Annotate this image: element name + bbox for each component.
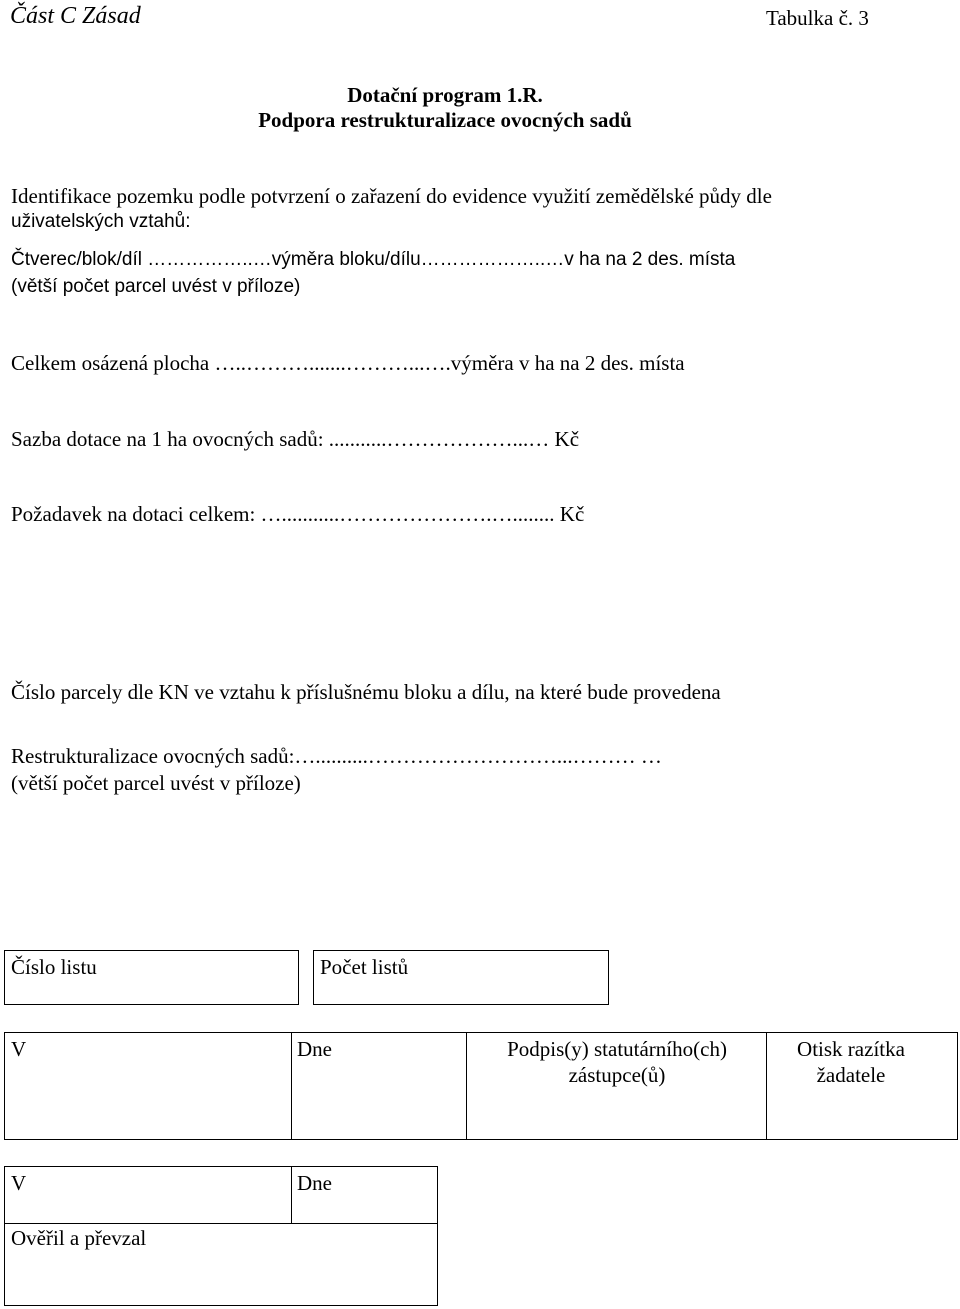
program-subtitle: Podpora restrukturalizace ovocných sadů <box>258 108 632 132</box>
program-title: Dotační program 1.R. <box>347 83 543 107</box>
subsidy-request-field: Požadavek na dotaci celkem: …...........………………….…........ Kč <box>11 502 585 526</box>
sheet-number-box <box>4 950 299 1005</box>
signature-table <box>4 1032 958 1140</box>
planted-area-field: Celkem osázená plocha …..……….......………...….výměra v ha na 2 des. místa <box>11 351 685 375</box>
signature-table-divider <box>291 1033 292 1139</box>
verification-date-label: Dne <box>297 1171 332 1195</box>
identification-intro-line2: uživatelských vztahů: <box>11 211 191 232</box>
verification-table-divider <box>291 1167 292 1223</box>
signature-label: Podpis(y) statutárního(ch) zástupce(ů) <box>507 1037 727 1088</box>
verification-table-divider <box>5 1223 437 1224</box>
stamp-label: Otisk razítka žadatele <box>797 1037 905 1088</box>
date-label: Dne <box>297 1037 332 1061</box>
parcel-number-line1: Číslo parcely dle KN ve vztahu k příslušnému bloku a dílu, na které bude provedena <box>11 680 721 704</box>
sheet-count-label: Počet listů <box>320 955 409 979</box>
sheet-number-label: Číslo listu <box>11 955 97 979</box>
signature-table-divider <box>766 1033 767 1139</box>
signature-table-divider <box>466 1033 467 1139</box>
verification-place-label: V <box>11 1171 27 1195</box>
attachment-note: (větší počet parcel uvést v příloze) <box>11 276 301 297</box>
place-label: V <box>11 1037 27 1061</box>
parcel-number-line2: Restrukturalizace ovocných sadů:…..........………………………...……… … <box>11 744 662 768</box>
sheet-count-box <box>313 950 609 1005</box>
subsidy-rate-field: Sazba dotace na 1 ha ovocných sadů: ...........………………...… Kč <box>11 427 580 451</box>
block-area-line: Čtverec/blok/díl ……………..…výměra bloku/dílu………………..…v ha na 2 des. místa <box>11 249 736 270</box>
identification-intro-line1: Identifikace pozemku podle potvrzení o zařazení do evidence využití zemědělské půdy dle <box>11 184 772 208</box>
table-label: Tabulka č. 3 <box>766 6 869 30</box>
part-title: Část C Zásad <box>10 3 141 29</box>
parcel-attachment-note: (větší počet parcel uvést v příloze) <box>11 771 301 795</box>
verified-label: Ověřil a převzal <box>11 1226 147 1250</box>
verification-table <box>4 1166 438 1306</box>
